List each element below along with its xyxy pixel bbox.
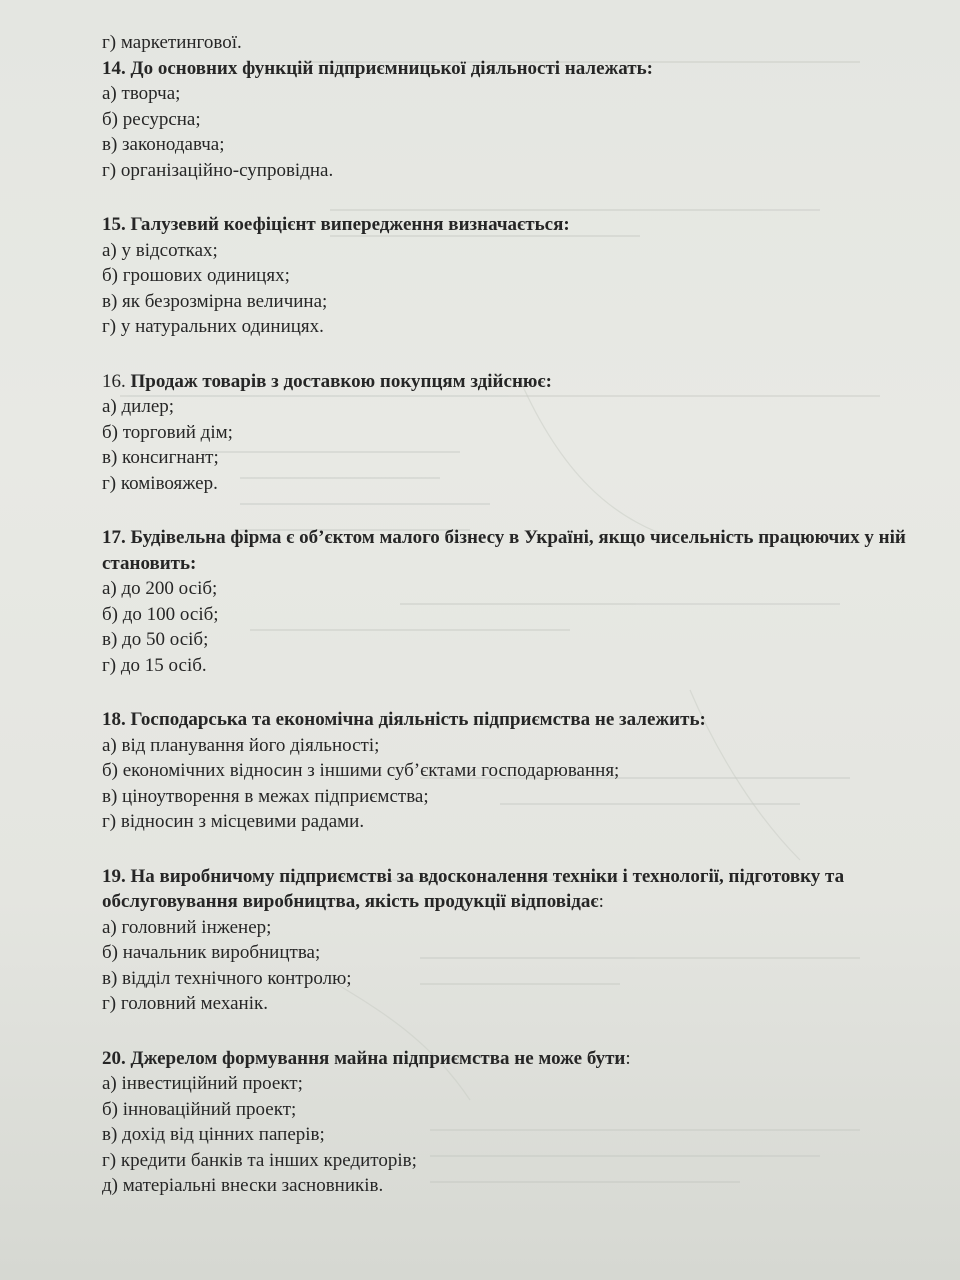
- question-number: 16.: [102, 370, 126, 392]
- answer-option: а) до 200 осіб;: [102, 578, 218, 599]
- question-title: [102, 864, 912, 915]
- question-text: До основних функцій підприємницької діяльності належать:: [130, 57, 654, 79]
- previous-question-last-option: г) маркетингової.: [102, 32, 242, 53]
- answer-option: г) кредити банків та інших кредиторів;: [102, 1149, 417, 1171]
- test-questions-page: [102, 30, 912, 1228]
- answer-option: б) торговий дім;: [102, 421, 233, 443]
- question-16: [102, 369, 912, 497]
- answer-option: в) законодавча;: [102, 134, 225, 155]
- answer-option: в) консигнант;: [102, 447, 219, 468]
- question-number: 15.: [102, 214, 126, 235]
- question-number: 14.: [102, 57, 126, 79]
- answer-option: г) комівояжер.: [102, 472, 218, 494]
- question-text: Будівельна фірма є об’єктом малого бізнесу в Україні, якщо чисельність працюючих у ній становить:: [102, 527, 906, 574]
- answer-option: а) творча;: [102, 83, 181, 104]
- question-text: Господарська та економічна діяльність підприємства не залежить:: [130, 709, 706, 730]
- question-title: [102, 525, 912, 576]
- question-text: На виробничому підприємстві за вдосконалення техніки і технології, підготовку та обслуговування виробництва, якість продукції відповідає: [102, 865, 845, 912]
- question-text: Галузевий коефіцієнт випередження визначається:: [130, 214, 570, 235]
- question-tail: :: [598, 891, 604, 912]
- question-17: [102, 525, 912, 678]
- question-number: 18.: [102, 709, 126, 730]
- answer-option: г) головний механік.: [102, 993, 268, 1014]
- answer-option: а) головний інженер;: [102, 916, 272, 938]
- answer-option: в) як безрозмірна величина;: [102, 290, 328, 312]
- answer-option: а) від планування його діяльності;: [102, 734, 380, 756]
- question-19: [102, 864, 912, 1017]
- answer-option: б) інноваційний проект;: [102, 1098, 297, 1120]
- answer-option: в) до 50 осіб;: [102, 629, 209, 650]
- question-title: [102, 1046, 912, 1072]
- question-text: Джерелом формування майна підприємства не може бути: [130, 1047, 626, 1069]
- answer-option: в) дохід від цінних паперів;: [102, 1124, 325, 1145]
- answer-option: б) до 100 осіб;: [102, 603, 219, 625]
- answer-option: б) економічних відносин з іншими суб’єктами господарювання;: [102, 760, 620, 781]
- question-tail: :: [625, 1047, 631, 1069]
- question-15: [102, 212, 912, 340]
- question-14: [102, 56, 912, 184]
- answer-option: б) начальник виробництва;: [102, 942, 321, 963]
- answer-option: д) матеріальні внески засновників.: [102, 1175, 384, 1196]
- question-number: 20.: [102, 1047, 126, 1069]
- question-number: 19.: [102, 865, 126, 887]
- answer-option: б) грошових одиницях;: [102, 265, 290, 286]
- answer-option: а) інвестиційний проект;: [102, 1073, 303, 1094]
- answer-option: г) організаційно-супровідна.: [102, 159, 334, 181]
- answer-option: а) у відсотках;: [102, 239, 218, 261]
- question-title: [102, 56, 912, 82]
- question-20: [102, 1046, 912, 1199]
- question-number: 17.: [102, 527, 126, 548]
- answer-option: г) до 15 осіб.: [102, 654, 207, 676]
- question-title: [102, 212, 912, 238]
- answer-option: в) відділ технічного контролю;: [102, 967, 352, 989]
- answer-option: г) відносин з місцевими радами.: [102, 811, 365, 832]
- answer-option: г) у натуральних одиницях.: [102, 316, 324, 337]
- question-18: [102, 707, 912, 835]
- answer-option: в) ціноутворення в межах підприємства;: [102, 785, 429, 807]
- question-title: [102, 369, 912, 395]
- answer-option: б) ресурсна;: [102, 108, 201, 130]
- answer-option: а) дилер;: [102, 396, 175, 417]
- question-title: [102, 707, 912, 733]
- question-text: Продаж товарів з доставкою покупцям здійснює:: [130, 370, 552, 392]
